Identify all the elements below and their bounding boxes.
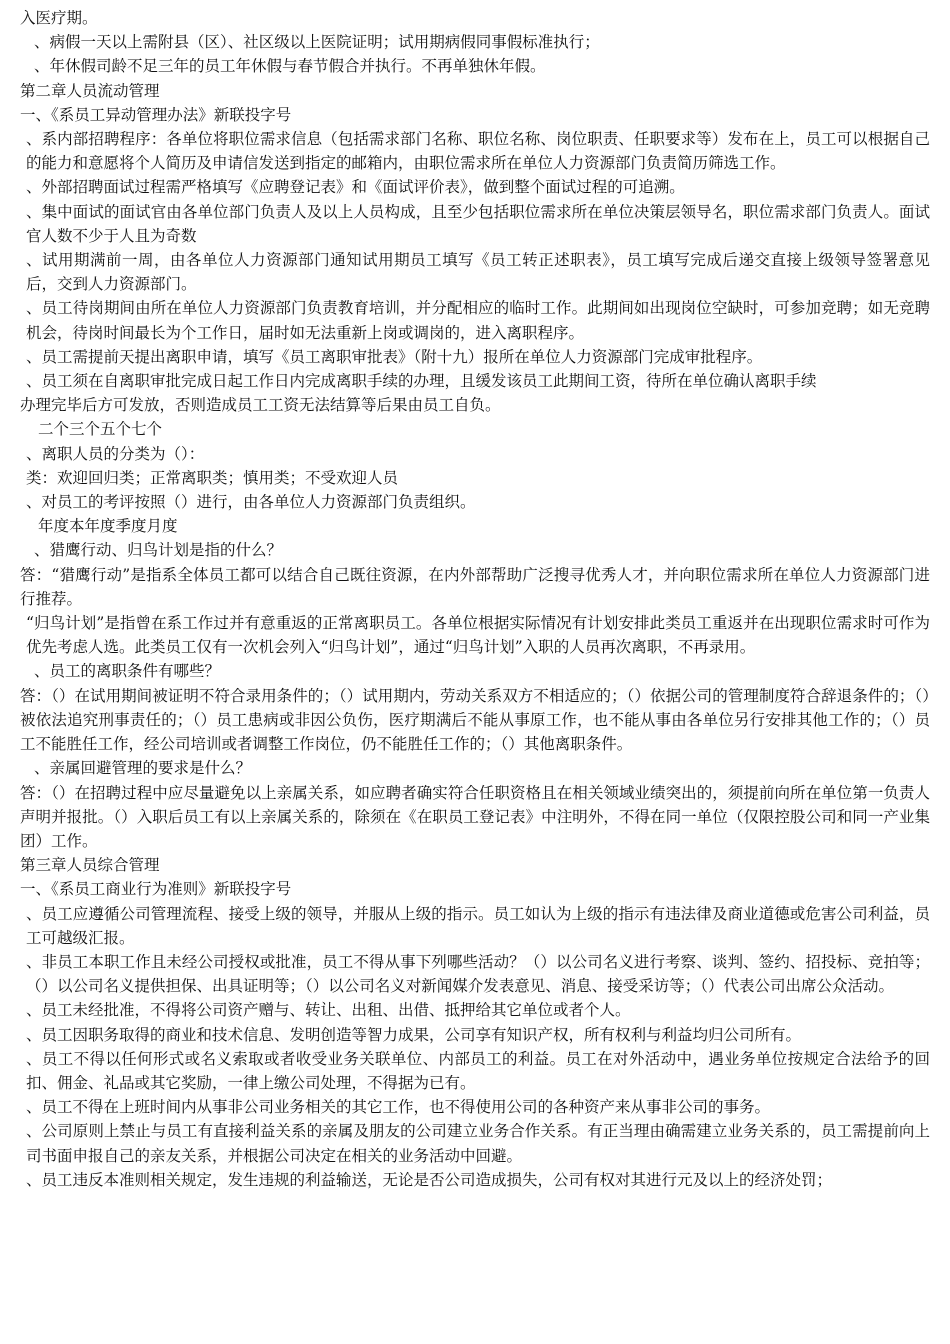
document-paragraph: 、员工待岗期间由所在单位人力资源部门负责教育培训，并分配相应的临时工作。此期间如出现岗位空缺时，可参加竞聘；如无竞聘机会，待岗时间最长为个工作日，届时如无法重新上岗或调岗的，进入离职程序。 xyxy=(26,299,930,342)
section-heading: 一、《系员工异动管理办法》新联投字号 xyxy=(20,105,292,124)
document-paragraph: 、病假一天以上需附县（区）、社区级以上医院证明；试用期病假同事假标准执行； xyxy=(34,33,600,52)
document-paragraph: 答：“猎鹰行动”是指系全体员工都可以结合自己既往资源，在内外部帮助广泛搜寻优秀人才，并向职位需求所在单位人力资源部门进行推荐。 xyxy=(20,565,930,608)
document-paragraph: 、集中面试的面试官由各单位部门负责人及以上人员构成，且至少包括职位需求所在单位决策层领导名，职位需求部门负责人。面试官人数不少于人且为奇数 xyxy=(26,202,930,245)
document-paragraph: 、员工因职务取得的商业和技术信息、发明创造等智力成果，公司享有知识产权，所有权利与利益均归公司所有。 xyxy=(26,1025,802,1044)
document-paragraph: 、试用期满前一周，由各单位人力资源部门通知试用期员工填写《员工转正述职表》，员工填写完成后递交直接上级领导签署意见后，交到人力资源部门。 xyxy=(26,251,930,294)
document-paragraph: 、员工的离职条件有哪些？ xyxy=(34,662,221,681)
document-paragraph: 、员工需提前天提出离职申请，填写《员工离职审批表》（附十九）报所在单位人力资源部门完成审批程序。 xyxy=(26,347,763,366)
document-paragraph: 、公司原则上禁止与员工有直接利益关系的亲属及朋友的公司建立业务合作关系。有正当理由确需建立业务关系的，员工需提前向上司书面申报自己的亲友关系，并根据公司决定在相关的业务活动中回避。 xyxy=(26,1122,930,1165)
section-heading: 一、《系员工商业行为准则》新联投字号 xyxy=(20,880,292,899)
document-paragraph: 、员工须在自离职审批完成日起工作日内完成离职手续的办理，且缓发该员工此期间工资，待所在单位确认离职手续 xyxy=(26,372,817,391)
document-paragraph: 、亲属回避管理的要求是什么？ xyxy=(34,759,252,778)
document-paragraph: 、年休假司龄不足三年的员工年休假与春节假合并执行。不再单独休年假。 xyxy=(34,57,546,76)
document-paragraph: 类：欢迎回归类；正常离职类；慎用类；不受欢迎人员 xyxy=(26,468,399,487)
document-paragraph: 、猎鹰行动、归鸟计划是指的什么？ xyxy=(34,541,283,560)
section-heading: 第三章人员综合管理 xyxy=(20,856,160,875)
document-paragraph: 入医疗期。 xyxy=(20,9,98,27)
section-heading: 第二章人员流动管理 xyxy=(20,81,160,100)
document-paragraph: 、员工不得以任何形式或名义索取或者收受业务关联单位、内部员工的利益。员工在对外活动中，遇业务单位按规定合法给予的回扣、佣金、礼品或其它奖励，一律上缴公司处理，不得据为已有。 xyxy=(26,1049,930,1092)
document-paragraph: 、非员工本职工作且未经公司授权或批准，员工不得从事下列哪些活动？（）以公司名义进行考察、谈判、签约、招投标、竞拍等；（）以公司名义提供担保、出具证明等；（）以公司名义对新闻媒介发表意见、消息、接受采访等；（）代表公司出席公众活动。 xyxy=(26,952,930,996)
document-paragraph: 、系内部招聘程序：各单位将职位需求信息（包括需求部门名称、职位名称、岗位职责、任职要求等）发布在上，员工可以根据自己的能力和意愿将个人简历及申请信发送到指定的邮箱内，由职位需求所在单位人力资源部门负责简历筛选工作。 xyxy=(26,130,930,173)
document-paragraph: 办理完毕后方可发放，否则造成员工工资无法结算等后果由员工自负。 xyxy=(20,396,501,415)
document-paragraph: 、离职人员的分类为（）： xyxy=(26,444,205,463)
document-paragraph: 、员工不得在上班时间内从事非公司业务相关的其它工作，也不得使用公司的各种资产来从事非公司的事务。 xyxy=(26,1098,771,1117)
document-paragraph: 二个三个五个七个 xyxy=(38,420,163,439)
document-paragraph: 答：（）在招聘过程中应尽量避免以上亲属关系，如应聘者确实符合任职资格且在相关领域业绩突出的，须提前向所在单位第一负责人声明并报批。（）入职后员工有以上亲属关系的，除须在《在职员工登记表》中注明外，不得在同一单位（仅限控股公司和同一产业集团）工作。 xyxy=(20,783,930,850)
document-paragraph: 答：（）在试用期间被证明不符合录用条件的；（）试用期内，劳动关系双方不相适应的；（）依据公司的管理制度符合辞退条件的；（）被依法追究刑事责任的；（）员工患病或非因公负伤，医疗期满后不能从事原工作，也不能从事由各单位另行安排其他工作的；（）员工不能胜任工作，经公司培训或者调整工作岗位，仍不能胜任工作的；（）其他离职条件。 xyxy=(20,686,930,754)
document-paragraph: 年度本年度季度月度 xyxy=(38,517,178,536)
document-paragraph: 、员工违反本准则相关规定，发生违规的利益输送，无论是否公司造成损失，公司有权对其进行元及以上的经济处罚； xyxy=(26,1170,833,1189)
document-paragraph: “归鸟计划”是指曾在系工作过并有意重返的正常离职员工。各单位根据实际情况有计划安排此类员工重返并在出现职位需求时可作为优先考虑人选。此类员工仅有一次机会列入“归鸟计划”，通过“归鸟计划”入职的人员再次离职，不再录用。 xyxy=(26,614,930,657)
document-paragraph: 、员工未经批准，不得将公司资产赠与、转让、出租、出借、抵押给其它单位或者个人。 xyxy=(26,1001,631,1020)
document-paragraph: 、对员工的考评按照（）进行，由各单位人力资源部门负责组织。 xyxy=(26,493,476,512)
document-paragraph: 、外部招聘面试过程需严格填写《应聘登记表》和《面试评价表》，做到整个面试过程的可追溯。 xyxy=(26,178,685,197)
document-paragraph: 、员工应遵循公司管理流程、接受上级的领导，并服从上级的指示。员工如认为上级的指示有违法律及商业道德或危害公司利益，员工可越级汇报。 xyxy=(26,904,930,947)
